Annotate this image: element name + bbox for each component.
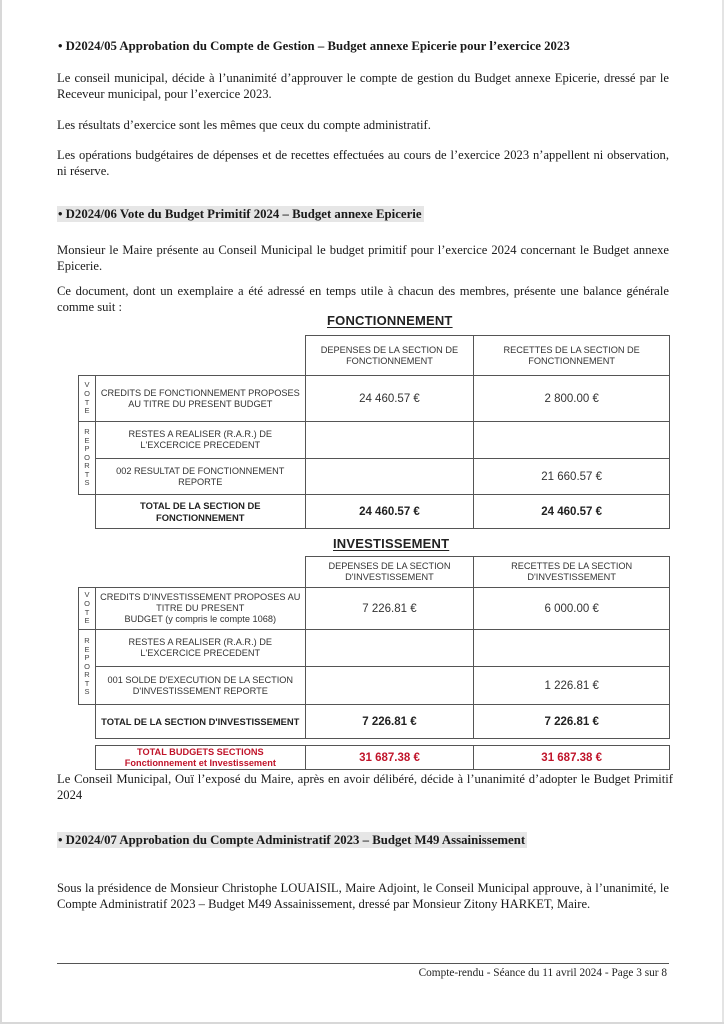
reports-side-label: R E P O R T S [79, 630, 96, 705]
row-label: 002 RESULTAT DE FONCTIONNEMENT REPORTE [95, 459, 305, 495]
row-label: 001 SOLDE D'EXECUTION DE LA SECTION D'INVESTISSEMENT REPORTE [95, 667, 305, 705]
total-recettes: 24 460.57 € [474, 495, 670, 529]
cell-depenses [305, 422, 474, 459]
cell-recettes [474, 630, 670, 667]
col-header-depenses: DEPENSES DE LA SECTION DE FONCTIONNEMENT [305, 336, 474, 376]
row-label: CREDITS DE FONCTIONNEMENT PROPOSES AU TITRE DU PRESENT BUDGET [95, 376, 305, 422]
cell-recettes: 2 800.00 € [474, 376, 670, 422]
conclusion-paragraph: Le Conseil Municipal, Ouï l’exposé du Maire, après en avoir délibéré, décide à l’unanimité d’adopter le Budget Primitif 2024 [57, 772, 673, 802]
cell-depenses: 7 226.81 € [305, 588, 474, 630]
reports-side-label: R E P O R T S [79, 422, 96, 495]
table-total-row [79, 705, 670, 739]
fonctionnement-table [78, 335, 670, 529]
vote-side-label: V O T E [79, 376, 96, 422]
investissement-title: INVESTISSEMENT [333, 536, 450, 551]
table-total-row [79, 495, 670, 529]
table-header-row [79, 557, 670, 588]
grand-total-label: TOTAL BUDGETS SECTIONS Fonctionnement et Investissement [96, 746, 306, 770]
total-recettes: 7 226.81 € [474, 705, 670, 739]
grand-total-recettes: 31 687.38 € [474, 746, 670, 770]
page-edge [0, 0, 2, 1024]
page-footer: Compte-rendu - Séance du 11 avril 2024 - Page 3 sur 8 [418, 967, 667, 979]
fonctionnement-title: FONCTIONNEMENT [327, 313, 453, 328]
row-label: RESTES A REALISER (R.A.R.) DE L'EXCERCICE PRECEDENT [95, 630, 305, 667]
col-header-recettes: RECETTES DE LA SECTION DE FONCTIONNEMENT [474, 336, 670, 376]
grand-total-table [95, 745, 670, 770]
table-row [79, 459, 670, 495]
total-label: TOTAL DE LA SECTION D'INVESTISSEMENT [95, 705, 305, 739]
grand-total-row [96, 746, 670, 770]
table-row [79, 630, 670, 667]
paragraph: Ce document, dont un exemplaire a été adressé en temps utile à chacun des membres, présente une balance générale comme suit : [57, 284, 669, 314]
investissement-table [78, 556, 670, 739]
paragraph: Monsieur le Maire présente au Conseil Municipal le budget primitif pour l’exercice 2024 concernant le Budget annexe Epicerie. [57, 243, 669, 273]
cell-depenses [305, 459, 474, 495]
table-row [79, 667, 670, 705]
cell-recettes: 1 226.81 € [474, 667, 670, 705]
section-heading-d2024-05: • D2024/05 Approbation du Compte de Gestion – Budget annexe Epicerie pour l’exercice 2023 [58, 39, 570, 53]
row-label: CREDITS D'INVESTISSEMENT PROPOSES AU TITRE DU PRESENT BUDGET (y compris le compte 1068) [95, 588, 305, 630]
col-header-recettes: RECETTES DE LA SECTION D'INVESTISSEMENT [474, 557, 670, 588]
table-row [79, 422, 670, 459]
table-row [79, 376, 670, 422]
table-row [79, 588, 670, 630]
col-header-depenses: DEPENSES DE LA SECTION D'INVESTISSEMENT [305, 557, 474, 588]
cell-depenses [305, 667, 474, 705]
cell-depenses [305, 630, 474, 667]
cell-recettes [474, 422, 670, 459]
footer-divider [57, 963, 669, 964]
cell-depenses: 24 460.57 € [305, 376, 474, 422]
paragraph: Le conseil municipal, décide à l’unanimité d’approuver le compte de gestion du Budget annexe Epicerie, dressé par le Receveur municipal, pour l’exercice 2023. [57, 71, 669, 101]
cell-recettes: 6 000.00 € [474, 588, 670, 630]
total-depenses: 24 460.57 € [305, 495, 474, 529]
paragraph: Les résultats d’exercice sont les mêmes que ceux du compte administratif. [57, 118, 431, 132]
paragraph: Les opérations budgétaires de dépenses et de recettes effectuées au cours de l’exercice 2023 n’appellent ni observation, ni réserve. [57, 148, 669, 178]
paragraph: Sous la présidence de Monsieur Christophe LOUAISIL, Maire Adjoint, le Conseil Municipal approuve, à l’unanimité, le Compte Administratif 2023 – Budget M49 Assainissement, dressé par Monsieur Zitony HARKET, Maire. [57, 881, 669, 911]
row-label: RESTES A REALISER (R.A.R.) DE L'EXCERCICE PRECEDENT [95, 422, 305, 459]
grand-total-depenses: 31 687.38 € [305, 746, 474, 770]
vote-side-label: V O T E [79, 588, 96, 630]
total-label: TOTAL DE LA SECTION DE FONCTIONNEMENT [95, 495, 305, 529]
section-heading-d2024-06: • D2024/06 Vote du Budget Primitif 2024 – Budget annexe Epicerie [58, 207, 422, 221]
cell-recettes: 21 660.57 € [474, 459, 670, 495]
section-heading-d2024-07: • D2024/07 Approbation du Compte Administratif 2023 – Budget M49 Assainissement [58, 833, 526, 847]
total-depenses: 7 226.81 € [305, 705, 474, 739]
table-header-row [79, 336, 670, 376]
